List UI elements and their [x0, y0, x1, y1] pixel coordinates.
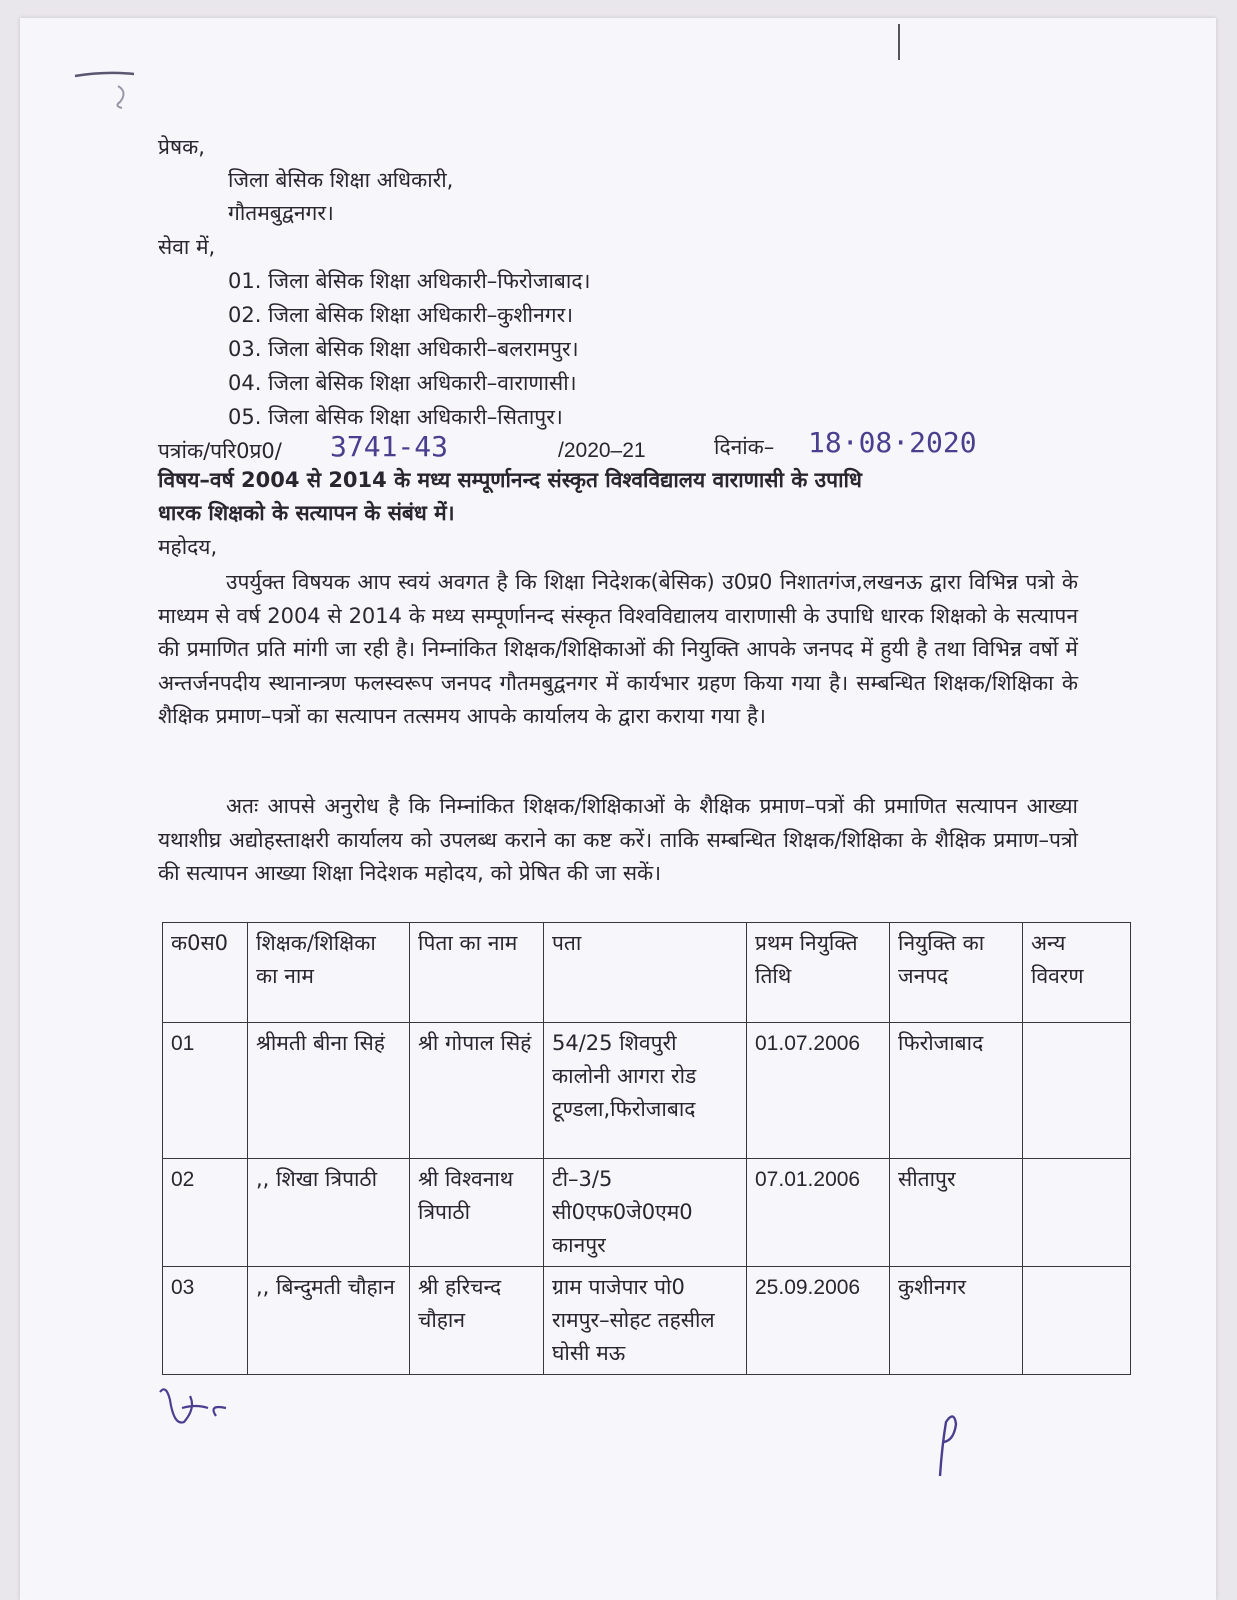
header-father: पिता का नाम	[410, 923, 544, 1023]
ref-prefix: पत्रांक/परि0प्र0/	[158, 439, 282, 463]
cell-father: श्री हरिचन्द चौहान	[410, 1267, 544, 1375]
body-paragraph-2	[158, 790, 1078, 891]
fold-mark	[898, 24, 900, 60]
table-header-row	[163, 923, 1131, 1023]
subject-line1: विषय–वर्ष 2004 से 2014 के मध्य सम्पूर्णानन्द संस्कृत विश्वविद्यालय वाराणासी के उपाधि	[158, 468, 862, 492]
cell-sno: 01	[163, 1023, 248, 1159]
cell-district: कुशीनगर	[890, 1267, 1023, 1375]
table-row	[163, 1023, 1131, 1159]
cell-address: ग्राम पाजेपार पो0 रामपुर–सोहट तहसील घोसी मऊ	[544, 1267, 747, 1375]
header-name: शिक्षक/शिक्षिका का नाम	[248, 923, 410, 1023]
header-first-appointment: प्रथम नियुक्ति तिथि	[747, 923, 890, 1023]
header-district: नियुक्ति का जनपद	[890, 923, 1023, 1023]
cell-date: 01.07.2006	[747, 1023, 890, 1159]
ref-year: /2020–21	[558, 439, 646, 462]
recipient-item: 04. जिला बेसिक शिक्षा अधिकारी–वाराणासी।	[228, 371, 577, 395]
date-label: दिनांक–	[714, 435, 775, 459]
recipients-label: सेवा में,	[158, 235, 216, 259]
recipient-item: 05. जिला बेसिक शिक्षा अधिकारी–सितापुर।	[228, 405, 563, 429]
handwritten-signature-right	[926, 1406, 976, 1486]
cell-father: श्री गोपाल सिहं	[410, 1023, 544, 1159]
pen-scribble-top	[70, 62, 140, 112]
cell-district: सीतापुर	[890, 1159, 1023, 1267]
body-paragraph-1-text: उपर्युक्त विषयक आप स्वयं अवगत है कि शिक्षा निदेशक(बेसिक) उ0प्र0 निशातगंज,लखनऊ द्वारा विभिन्न पत्रो के माध्यम से वर्ष 2004 से 2014 के मध्य सम्पूर्णानन्द संस्कृत विश्वविद्यालय वाराणासी के उपाधि धारक शिक्षको के सत्यापन की प्रमाणित प्रति मांगी जा रही है। निम्नांकित शिक्षक/शिक्षिकाओं की नियुक्ति आपके जनपद में हुयी है तथा विभिन्न वर्षो में अन्तर्जनपदीय स्थानान्त्रण फलस्वरूप जनपद गौतमबुद्वनगर में कार्यभार ग्रहण किया गया है। सम्बन्धित शिक्षक/शिक्षिका के शैक्षिक प्रमाण–पत्रों का सत्यापन तत्समय आपके कार्यालय के द्वारा कराया गया है।	[158, 570, 1078, 728]
header-address: पता	[544, 923, 747, 1023]
recipient-item: 01. जिला बेसिक शिक्षा अधिकारी–फिरोजाबाद।	[228, 269, 591, 293]
cell-other	[1023, 1023, 1131, 1159]
header-sno: क0स0	[163, 923, 248, 1023]
cell-other	[1023, 1267, 1131, 1375]
cell-father: श्री विश्वनाथ त्रिपाठी	[410, 1159, 544, 1267]
date-handwritten: 18·08·2020	[808, 426, 977, 459]
cell-name: श्रीमती बीना सिहं	[248, 1023, 410, 1159]
cell-date: 25.09.2006	[747, 1267, 890, 1375]
sender-line2: गौतमबुद्वनगर।	[228, 201, 334, 225]
body-paragraph-1	[158, 566, 1078, 734]
ref-number-handwritten: 3741-43	[330, 430, 449, 463]
cell-date: 07.01.2006	[747, 1159, 890, 1267]
cell-other	[1023, 1159, 1131, 1267]
letter-sheet	[20, 18, 1216, 1600]
salutation: महोदय,	[158, 535, 218, 559]
subject-line2: धारक शिक्षको के सत्यापन के संबंध में।	[158, 501, 455, 525]
cell-name: ,, बिन्दुमती चौहान	[248, 1267, 410, 1375]
sender-label: प्रेषक,	[158, 135, 205, 159]
cell-name: ,, शिखा त्रिपाठी	[248, 1159, 410, 1267]
teachers-table	[162, 922, 1131, 1375]
body-paragraph-2-text: अतः आपसे अनुरोध है कि निम्नांकित शिक्षक/शिक्षिकाओं के शैक्षिक प्रमाण–पत्रों की प्रमाणित सत्यापन आख्या यथाशीघ्र अद्योहस्ताक्षरी कार्यालय को उपलब्ध कराने का कष्ट करें। ताकि सम्बन्धित शिक्षक/शिक्षिका के शैक्षिक प्रमाण–पत्रो की सत्यापन आख्या शिक्षा निदेशक महोदय, को प्रेषित की जा सकें।	[158, 794, 1078, 885]
cell-address: टी–3/5 सी0एफ0जे0एम0 कानपुर	[544, 1159, 747, 1267]
cell-address: 54/25 शिवपुरी कालोनी आगरा रोड टूण्डला,फिरोजाबाद	[544, 1023, 747, 1159]
header-other: अन्य विवरण	[1023, 923, 1131, 1023]
handwritten-initials-left	[156, 1378, 246, 1438]
cell-sno: 02	[163, 1159, 248, 1267]
recipient-item: 02. जिला बेसिक शिक्षा अधिकारी–कुशीनगर।	[228, 303, 574, 327]
table-row	[163, 1159, 1131, 1267]
table-row	[163, 1267, 1131, 1375]
recipient-item: 03. जिला बेसिक शिक्षा अधिकारी–बलरामपुर।	[228, 337, 579, 361]
cell-sno: 03	[163, 1267, 248, 1375]
sender-line1: जिला बेसिक शिक्षा अधिकारी,	[228, 168, 454, 192]
cell-district: फिरोजाबाद	[890, 1023, 1023, 1159]
